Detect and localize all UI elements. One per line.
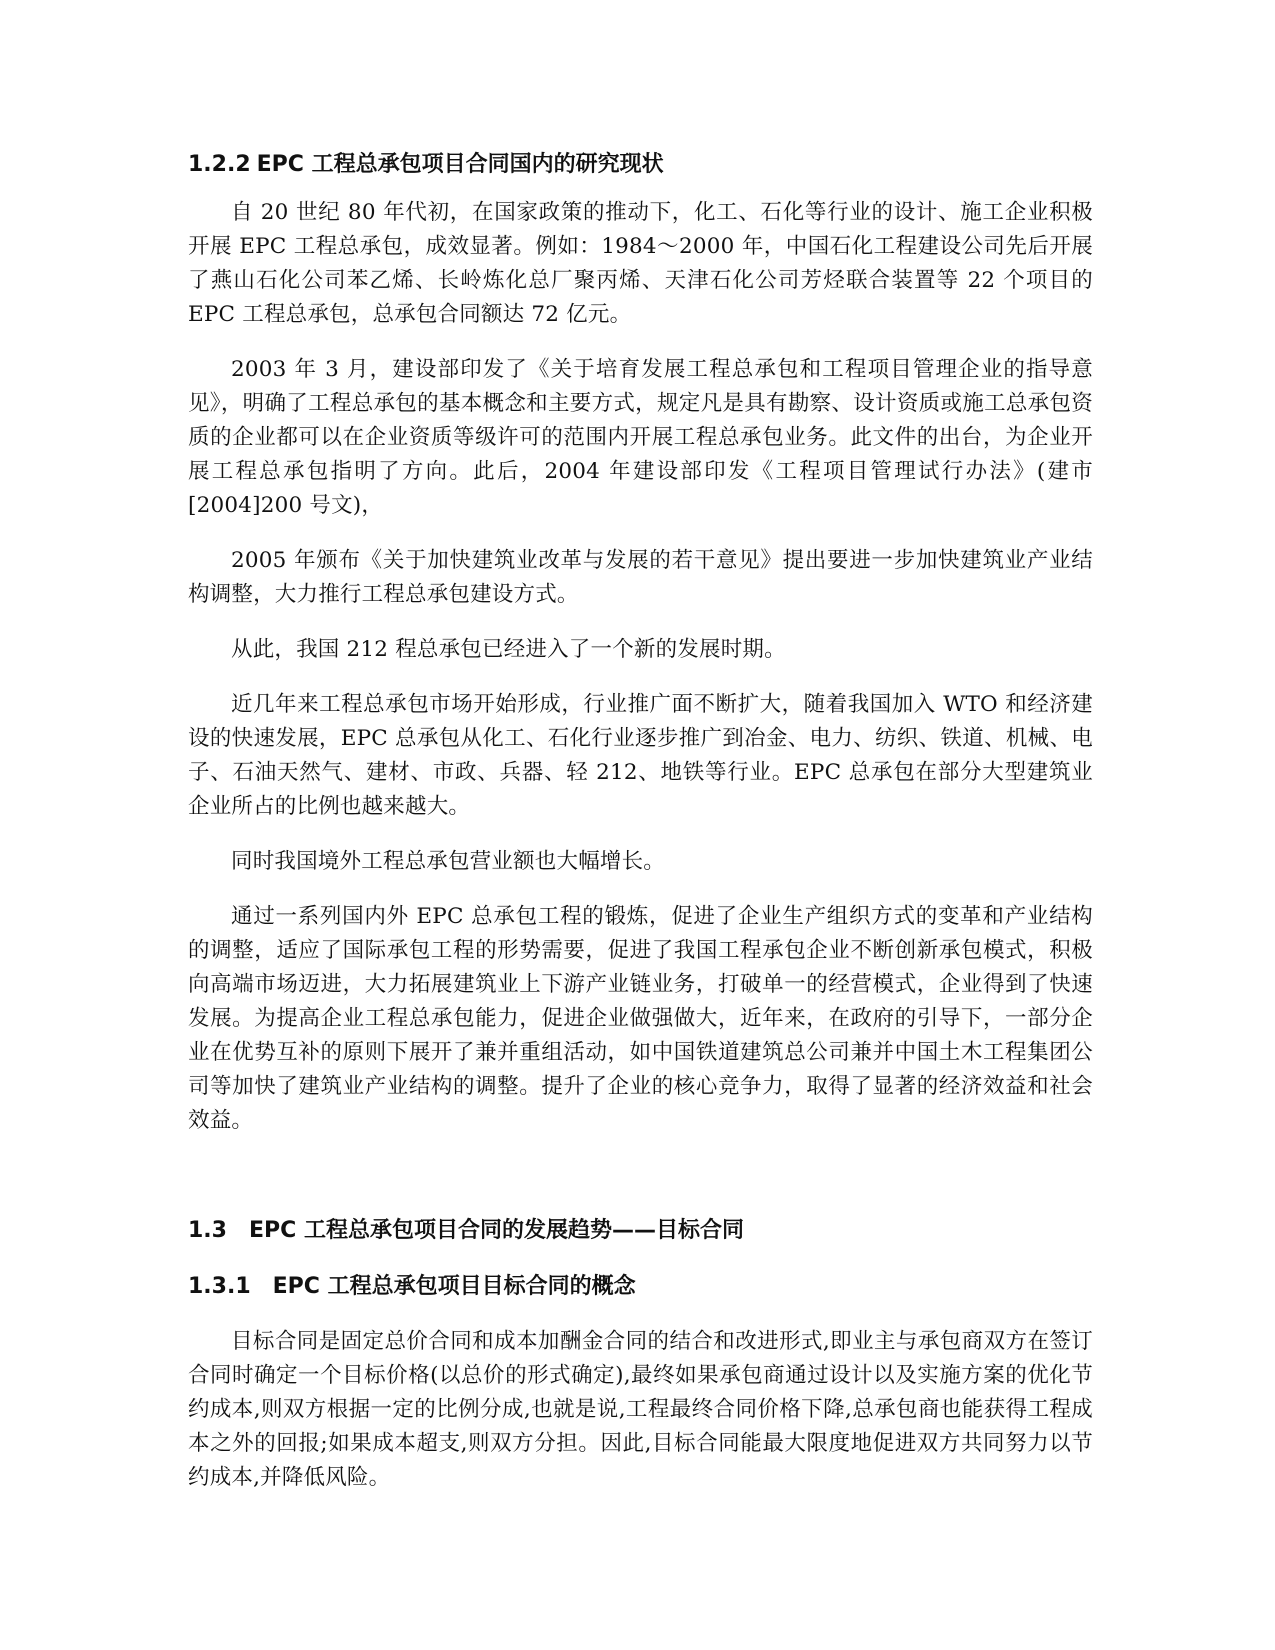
- section-heading-1-2-2: [188, 148, 1093, 182]
- paragraph: 自 20 世纪 80 年代初，在国家政策的推动下，化工、石化等行业的设计、施工企业积极开展 EPC 工程总承包，成效显著。例如：1984～2000 年，中国石化工程建设公司先后开展了燕山石化公司苯乙烯、长岭炼化总厂聚丙烯、天津石化公司芳烃联合装置等 22 个项目的 EPC 工程总承包，总承包合同额达 72 亿元。: [188, 200, 1093, 327]
- paragraph: 通过一系列国内外 EPC 总承包工程的锻炼，促进了企业生产组织方式的变革和产业结构的调整，适应了国际承包工程的形势需要，促进了我国工程承包企业不断创新承包模式，积极向高端市场迈进，大力拓展建筑业上下游产业链业务，打破单一的经营模式，企业得到了快速发展。为提高企业工程总承包能力，促进企业做强做大，近年来，在政府的引导下，一部分企业在优势互补的原则下展开了兼并重组活动，如中国铁道建筑总公司兼并中国土木工程集团公司等加快了建筑业产业结构的调整。提升了企业的核心竞争力，取得了显著的经济效益和社会效益。: [188, 904, 1093, 1133]
- section-number: 1.3.1: [188, 1274, 251, 1299]
- page-content: [188, 148, 1093, 1495]
- section-title: EPC 工程总承包项目合同的发展趋势——目标合同: [248, 1218, 744, 1243]
- paragraph: 2005 年颁布《关于加快建筑业改革与发展的若干意见》提出要进一步加快建筑业产业结构调整，大力推行工程总承包建设方式。: [188, 548, 1093, 607]
- section-heading-1-3-1: [188, 1270, 1093, 1304]
- paragraph: 近几年来工程总承包市场开始形成，行业推广面不断扩大，随着我国加入 WTO 和经济建设的快速发展，EPC 总承包从化工、石化行业逐步推广到冶金、电力、纺织、铁道、机械、电子、石油天然气、建材、市政、兵器、轻 212、地铁等行业。EPC 总承包在部分大型建筑业企业所占的比例也越来越大。: [188, 692, 1093, 819]
- section-number: 1.3: [188, 1218, 227, 1243]
- paragraph: 同时我国境外工程总承包营业额也大幅增长。: [231, 849, 666, 874]
- section-title: EPC 工程总承包项目目标合同的概念: [272, 1274, 636, 1299]
- section-title: EPC 工程总承包项目合同国内的研究现状: [256, 152, 664, 177]
- paragraph: 目标合同是固定总价合同和成本加酬金合同的结合和改进形式,即业主与承包商双方在签订合同时确定一个目标价格(以总价的形式确定),最终如果承包商通过设计以及实施方案的优化节约成本,则双方根据一定的比例分成,也就是说,工程最终合同价格下降,总承包商也能获得工程成本之外的回报;如果成本超支,则双方分担。因此,目标合同能最大限度地促进双方共同努力以节约成本,并降低风险。: [188, 1329, 1093, 1490]
- paragraph: 2003 年 3 月，建设部印发了《关于培育发展工程总承包和工程项目管理企业的指导意见》，明确了工程总承包的基本概念和主要方式，规定凡是具有勘察、设计资质或施工总承包资质的企业都可以在企业资质等级许可的范围内开展工程总承包业务。此文件的出台，为企业开展工程总承包指明了方向。此后，2004 年建设部印发《工程项目管理试行办法》(建市[2004]200 号文)，: [188, 357, 1093, 518]
- paragraph: 从此，我国 212 程总承包已经进入了一个新的发展时期。: [231, 637, 786, 662]
- section-heading-1-3: [188, 1214, 1093, 1248]
- section-number: 1.2.2: [188, 152, 251, 177]
